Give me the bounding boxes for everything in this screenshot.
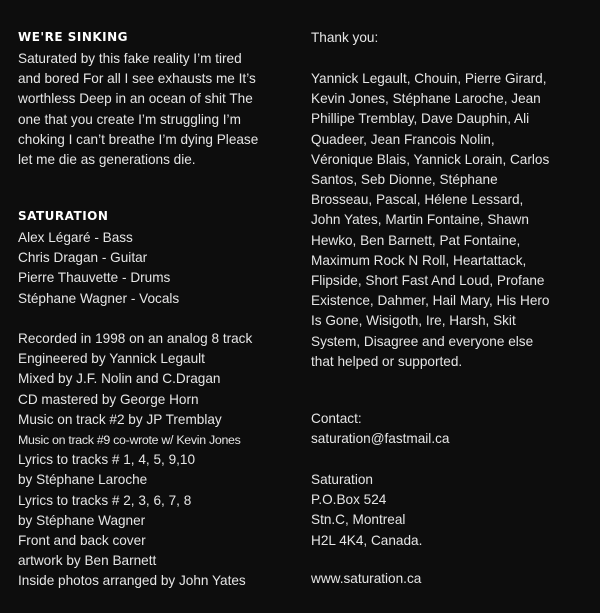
member-line: Stéphane Wagner - Vocals xyxy=(18,290,180,306)
thanks-line: System, Disagree and everyone else xyxy=(311,333,534,349)
credit-line: by Stéphane Wagner xyxy=(18,512,146,528)
thanks-line: Kevin Jones, Stéphane Laroche, Jean xyxy=(311,91,541,107)
thanks-line: Véronique Blais, Yannick Lorain, Carlos xyxy=(311,151,550,167)
lyric-line: worthless Deep in an ocean of shit The xyxy=(18,91,253,107)
member-line: Alex Légaré - Bass xyxy=(18,230,133,245)
lyric-line: one that you create I’m struggling I’m xyxy=(18,111,241,127)
credits xyxy=(18,329,252,592)
thanks-heading: Thank you: xyxy=(311,30,379,45)
band-name: SATURATION xyxy=(18,208,109,224)
credit-line: Music on track #2 by JP Tremblay xyxy=(18,411,222,427)
credit-line: Mixed by J.F. Nolin and C.Dragan xyxy=(18,371,221,387)
thanks-line: Maximum Rock N Roll, Heartattack, xyxy=(311,252,527,268)
contact-label: Contact: xyxy=(311,411,362,426)
address-line: Saturation xyxy=(311,472,373,487)
thanks-line: that helped or supported. xyxy=(311,353,463,369)
credit-line: Lyrics to tracks # 2, 3, 6, 7, 8 xyxy=(18,492,192,508)
thanks-list xyxy=(311,69,549,372)
thanks-line: Brosseau, Pascal, Hélene Lessard, xyxy=(311,192,524,208)
credit-line: Recorded in 1998 on an analog 8 track xyxy=(18,331,253,346)
credit-line: Lyrics to tracks # 1, 4, 5, 9,10 xyxy=(18,452,196,468)
credit-line: artwork by Ben Barnett xyxy=(18,553,157,569)
contact-block xyxy=(311,409,449,449)
thanks-line: John Yates, Martin Fontaine, Shawn xyxy=(311,212,529,228)
address-line: H2L 4K4, Canada. xyxy=(311,532,423,548)
credit-line: Front and back cover xyxy=(18,533,146,549)
lyric-line: Saturated by this fake reality I’m tired xyxy=(18,51,242,66)
thanks-line: Santos, Seb Dionne, Stéphane xyxy=(311,172,498,188)
thanks-line: Flipside, Short Fast And Loud, Profane xyxy=(311,273,545,289)
lyric-line: and bored For all I see exhausts me It’s xyxy=(18,71,256,87)
member-line: Chris Dragan - Guitar xyxy=(18,250,148,266)
address-line: P.O.Box 524 xyxy=(311,492,387,508)
band-members xyxy=(18,228,179,309)
credit-line: Inside photos arranged by John Yates xyxy=(18,573,246,589)
song-lyrics xyxy=(18,49,258,170)
lyric-line: choking I can’t breathe I’m dying Please xyxy=(18,131,259,147)
contact-email: saturation@fastmail.ca xyxy=(311,431,450,447)
thanks-line: Existence, Dahmer, Hail Mary, His Hero xyxy=(311,293,550,309)
thanks-line: Is Gone, Wisigoth, Ire, Harsh, Skit xyxy=(311,313,516,329)
member-line: Pierre Thauvette - Drums xyxy=(18,270,171,286)
address-line: Stn.C, Montreal xyxy=(311,512,406,528)
thanks-line: Yannick Legault, Chouin, Pierre Girard, xyxy=(311,71,547,86)
credit-line: Music on track #9 co-wrote w/ Kevin Jones xyxy=(18,433,241,448)
credit-line: Engineered by Yannick Legault xyxy=(18,351,205,367)
credit-line: by Stéphane Laroche xyxy=(18,472,148,488)
thanks-line: Hewko, Ben Barnett, Pat Fontaine, xyxy=(311,232,521,248)
mailing-address xyxy=(311,470,422,551)
credit-line: CD mastered by George Horn xyxy=(18,391,199,407)
thanks-line: Quadeer, Jean Francois Nolin, xyxy=(311,131,495,147)
lyric-line: let me die as generations die. xyxy=(18,152,196,168)
website: www.saturation.ca xyxy=(311,571,422,586)
song-title: WE'RE SINKING xyxy=(18,29,129,45)
thanks-line: Phillipe Tremblay, Dave Dauphin, Ali xyxy=(311,111,530,127)
